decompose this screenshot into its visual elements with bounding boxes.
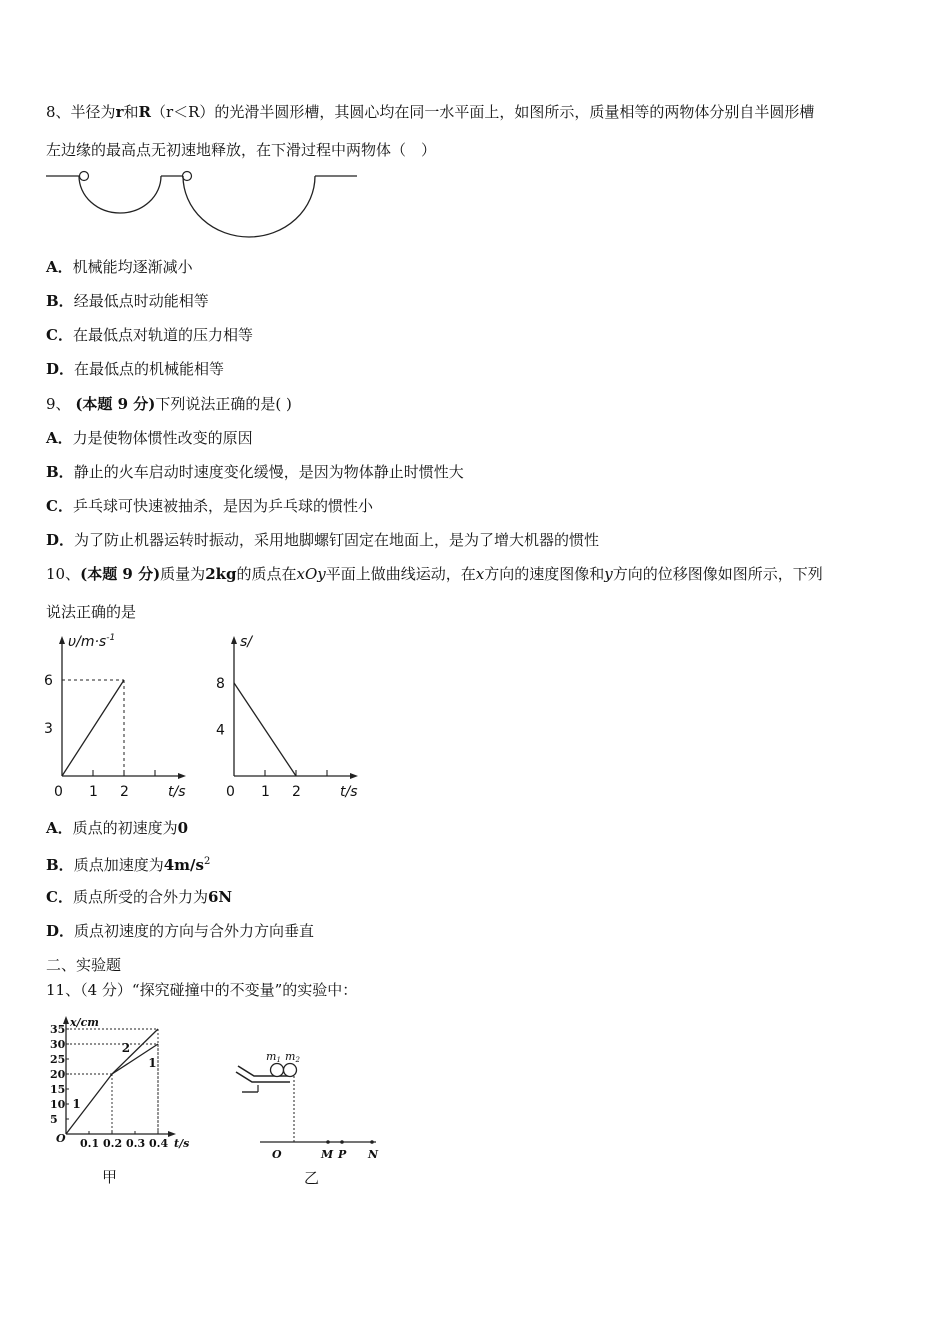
jgraph-y-tick-label: 10 (50, 1098, 66, 1111)
displacement-time-graph (212, 628, 372, 800)
vgraph-x-tick-label: 2 (120, 784, 129, 800)
jgraph-series-label: 1 (148, 1056, 157, 1070)
q8-option-b: B．经最低点时动能相等 (46, 292, 209, 310)
q8-option-d: D．在最低点的机械能相等 (46, 360, 225, 378)
jgraph-series-label: 1 (72, 1097, 81, 1111)
jgraph-x-tick-label: 0.2 (103, 1137, 123, 1150)
point-o: O (272, 1148, 282, 1161)
collision-apparatus-figure (232, 1050, 392, 1190)
q9-option-a: A．力是使物体惯性改变的原因 (46, 429, 253, 447)
sgraph-data-line (234, 683, 296, 776)
vgraph-y-arrow (59, 636, 65, 644)
jgraph-y-tick-label: 25 (50, 1053, 66, 1066)
ball-m1 (271, 1064, 284, 1077)
jgraph-x-tick-label: 0.1 (80, 1137, 100, 1150)
jgraph-origin-label: O (56, 1132, 66, 1145)
q11-stem: 11、（4 分）“探究碰撞中的不变量”的实验中： (46, 981, 358, 999)
vgraph-y-tick-label: 3 (44, 721, 53, 737)
jgraph-y-tick-label: 20 (50, 1068, 66, 1081)
q8-stem-line1: 8、半径为r和R（r＜R）的光滑半圆形槽，其圆心均在同一水平面上，如图所示，质量相等的两物体分别自半圆形槽 (46, 103, 815, 121)
q8-stem-line2: 左边缘的最高点无初速地释放，在下滑过程中两物体（ ） (46, 141, 437, 159)
sgraph-y-tick-label: 4 (216, 722, 225, 739)
sgraph-y-arrow (231, 636, 237, 644)
q8-option-c: C．在最低点对轨道的压力相等 (46, 326, 253, 344)
q10-option-a: A．质点的初速度为0 (46, 819, 189, 837)
sgraph-x-tick-label: 0 (226, 784, 235, 800)
section-heading: 二、实验题 (46, 956, 122, 974)
m1-label: m1 (266, 1050, 281, 1064)
q10-stem-line2: 说法正确的是 (46, 603, 137, 621)
q10-stem-line1: 10、(本题 9 分)质量为2kg的质点在xOy平面上做曲线运动，在x方向的速度图像和y方向的位移图像如图所示，下列 (46, 565, 823, 583)
point-p: P (338, 1148, 347, 1161)
vgraph-x-tick-label: 1 (89, 784, 98, 800)
vgraph-y-label: $\upsilon/m\cdot s^{-1}$ (68, 633, 116, 650)
jgraph-y-tick-label: 15 (50, 1083, 66, 1096)
sgraph-y-tick-label: 8 (216, 675, 225, 692)
caption-jia: 甲 (102, 1168, 118, 1186)
point-m: M (321, 1148, 334, 1161)
jgraph-series-label: 2 (121, 1041, 131, 1055)
jgraph-y-tick-label: 35 (50, 1023, 66, 1036)
jgraph-x-tick-label: 0.4 (149, 1137, 169, 1150)
q9-option-b: B．静止的火车启动时速度变化缓慢，是因为物体静止时惯性大 (46, 463, 464, 481)
vgraph-x-label: t/s (168, 784, 186, 800)
jgraph-y-tick-label: 5 (50, 1113, 58, 1126)
q9-option-c: C．乒乓球可快速被抽杀，是因为乒乓球的惯性小 (46, 497, 373, 515)
q8-option-a: A．机械能均逐渐减小 (46, 258, 193, 276)
jgraph-x-label: t/s (174, 1137, 190, 1150)
q10-option-c: C．质点所受的合外力为6N (46, 888, 233, 906)
q10-option-d: D．质点初速度的方向与合外力方向垂直 (46, 922, 315, 940)
q9-option-d: D．为了防止机器运转时振动，采用地脚螺钉固定在地面上，是为了增大机器的惯性 (46, 531, 600, 549)
q9-stem: 9、 (本题 9 分)下列说法正确的是( ) (46, 395, 292, 413)
sgraph-y-label: s/ (240, 634, 253, 650)
q10-option-b: B．质点加速度为$4m/s^2$ (46, 856, 211, 874)
velocity-time-graph (40, 628, 200, 800)
vgraph-x-tick-label: 0 (54, 784, 63, 800)
vgraph-data-line (62, 680, 124, 776)
vgraph-y-tick-label: 6 (44, 673, 53, 689)
caption-yi: 乙 (304, 1169, 320, 1187)
sgraph-x-tick-label: 2 (292, 784, 301, 800)
sgraph-x-arrow (350, 773, 358, 779)
point-n: N (368, 1148, 379, 1161)
m2-label: m2 (285, 1050, 300, 1064)
jgraph-y-tick-label: 30 (50, 1038, 66, 1051)
semicircle-grooves-figure (44, 166, 364, 242)
sgraph-x-tick-label: 1 (261, 784, 270, 800)
ball-m2 (284, 1064, 297, 1077)
jgraph-x-tick-label: 0.3 (126, 1137, 146, 1150)
vgraph-x-arrow (178, 773, 186, 779)
collision-x-t-graph (40, 1010, 200, 1190)
jgraph-y-label: x/cm (70, 1016, 99, 1029)
sgraph-x-label: t/s (340, 784, 358, 800)
